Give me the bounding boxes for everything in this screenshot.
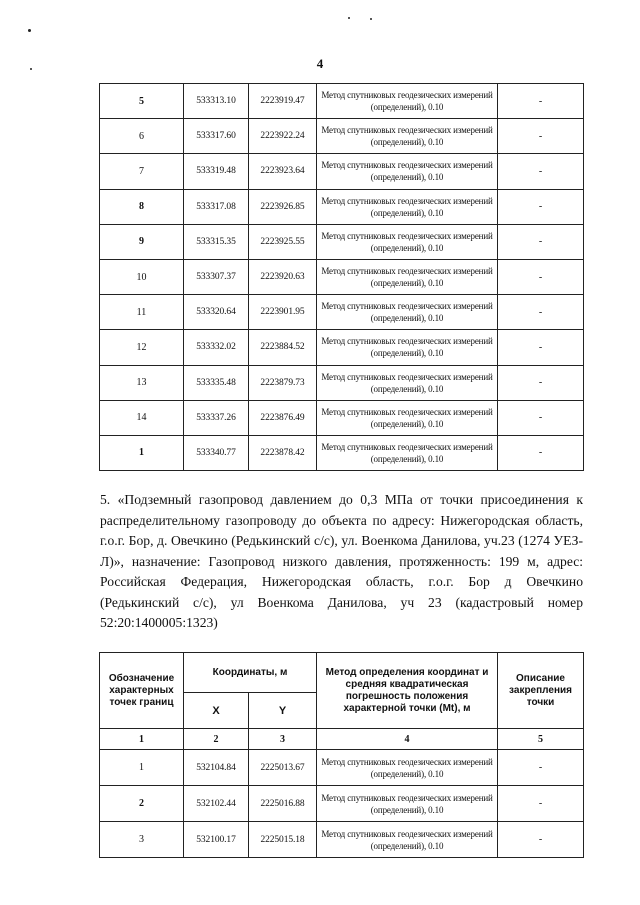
header-points: Обозначение характерных точек границ [100, 653, 184, 729]
x-cell: 533317.08 [184, 189, 249, 224]
y-cell: 2223878.42 [249, 435, 317, 470]
method-cell: Метод спутниковых геодезических измерений (определений), 0.10 [317, 330, 498, 365]
x-cell: 532104.84 [184, 750, 249, 786]
scan-speck [370, 18, 372, 20]
point-cell: 9 [100, 224, 184, 259]
point-cell: 5 [100, 84, 184, 119]
header-x: X [184, 693, 249, 729]
description-cell: - [498, 400, 584, 435]
scan-speck [348, 17, 350, 19]
description-cell: - [498, 119, 584, 154]
table-row [100, 786, 584, 822]
point-cell: 3 [100, 822, 184, 858]
description-cell: - [498, 822, 584, 858]
method-cell: Метод спутниковых геодезических измерений (определений), 0.10 [317, 400, 498, 435]
y-cell: 2223925.55 [249, 224, 317, 259]
x-cell: 533337.26 [184, 400, 249, 435]
table-row [100, 822, 584, 858]
method-cell: Метод спутниковых геодезических измерений (определений), 0.10 [317, 259, 498, 294]
y-cell: 2225015.18 [249, 822, 317, 858]
description-cell: - [498, 330, 584, 365]
y-cell: 2223926.85 [249, 189, 317, 224]
point-cell: 1 [100, 750, 184, 786]
table-row [100, 259, 584, 294]
point-cell: 13 [100, 365, 184, 400]
x-cell: 533335.48 [184, 365, 249, 400]
table-row [100, 330, 584, 365]
point-cell: 12 [100, 330, 184, 365]
point-cell: 7 [100, 154, 184, 189]
point-cell: 6 [100, 119, 184, 154]
description-cell: - [498, 84, 584, 119]
y-cell: 2223923.64 [249, 154, 317, 189]
method-cell: Метод спутниковых геодезических измерений (определений), 0.10 [317, 224, 498, 259]
method-cell: Метод спутниковых геодезических измерений (определений), 0.10 [317, 119, 498, 154]
point-cell: 10 [100, 259, 184, 294]
x-cell: 533313.10 [184, 84, 249, 119]
description-cell: - [498, 750, 584, 786]
coordinates-table-2 [99, 652, 584, 858]
description-cell: - [498, 786, 584, 822]
y-cell: 2223879.73 [249, 365, 317, 400]
y-cell: 2223901.95 [249, 295, 317, 330]
table-row [100, 154, 584, 189]
header-method: Метод определения координат и средняя квадратическая погрешность положения характерной точки (Mt), м [317, 653, 498, 729]
header-coordinates: Координаты, м [184, 653, 317, 693]
y-cell: 2225016.88 [249, 786, 317, 822]
description-cell: - [498, 154, 584, 189]
table-row [100, 365, 584, 400]
x-cell: 533315.35 [184, 224, 249, 259]
method-cell: Метод спутниковых геодезических измерений (определений), 0.10 [317, 295, 498, 330]
column-index: 5 [498, 729, 584, 750]
header-y: Y [249, 693, 317, 729]
y-cell: 2223919.47 [249, 84, 317, 119]
y-cell: 2223876.49 [249, 400, 317, 435]
y-cell: 2223884.52 [249, 330, 317, 365]
x-cell: 533307.37 [184, 259, 249, 294]
scan-speck [28, 29, 31, 32]
point-cell: 1 [100, 435, 184, 470]
description-cell: - [498, 189, 584, 224]
table-row [100, 84, 584, 119]
method-cell: Метод спутниковых геодезических измерений (определений), 0.10 [317, 154, 498, 189]
point-cell: 2 [100, 786, 184, 822]
table-row [100, 119, 584, 154]
method-cell: Метод спутниковых геодезических измерений (определений), 0.10 [317, 189, 498, 224]
point-cell: 14 [100, 400, 184, 435]
x-cell: 533332.02 [184, 330, 249, 365]
description-cell: - [498, 259, 584, 294]
description-cell: - [498, 435, 584, 470]
method-cell: Метод спутниковых геодезических измерений (определений), 0.10 [317, 786, 498, 822]
table-row [100, 400, 584, 435]
column-index: 3 [249, 729, 317, 750]
table-row [100, 750, 584, 786]
y-cell: 2225013.67 [249, 750, 317, 786]
x-cell: 533317.60 [184, 119, 249, 154]
description-cell: - [498, 365, 584, 400]
table-row [100, 189, 584, 224]
column-index-row [100, 729, 584, 750]
table-row [100, 295, 584, 330]
table-row [100, 435, 584, 470]
description-cell: - [498, 295, 584, 330]
x-cell: 532100.17 [184, 822, 249, 858]
column-index: 1 [100, 729, 184, 750]
coordinates-table-1 [99, 83, 584, 471]
method-cell: Метод спутниковых геодезических измерений (определений), 0.10 [317, 365, 498, 400]
y-cell: 2223922.24 [249, 119, 317, 154]
x-cell: 533340.77 [184, 435, 249, 470]
page-number: 4 [316, 56, 324, 71]
method-cell: Метод спутниковых геодезических измерений (определений), 0.10 [317, 435, 498, 470]
header-description: Описание закрепления точки [498, 653, 584, 729]
header-row [100, 653, 584, 693]
column-index: 2 [184, 729, 249, 750]
method-cell: Метод спутниковых геодезических измерений (определений), 0.10 [317, 84, 498, 119]
point-cell: 8 [100, 189, 184, 224]
description-cell: - [498, 224, 584, 259]
x-cell: 532102.44 [184, 786, 249, 822]
x-cell: 533320.64 [184, 295, 249, 330]
point-cell: 11 [100, 295, 184, 330]
y-cell: 2223920.63 [249, 259, 317, 294]
column-index: 4 [317, 729, 498, 750]
x-cell: 533319.48 [184, 154, 249, 189]
method-cell: Метод спутниковых геодезических измерений (определений), 0.10 [317, 822, 498, 858]
object-description-paragraph: 5. «Подземный газопровод давлением до 0,3 МПа от точки присоединения к распределительному газопроводу до объекта по адресу: Нижегородская область, г.о.г. Бор, д. Овечкино (Редькинский с/с), ул. Военкома Данилова, уч.23 (1274 УЕЗ-Л)», назначение: Газопровод низкого давления, протяженность: 199 м, адрес: Российская Федерация, Нижегородская область, г.о.г. Бор д Овечкино (Редькинский с/с), ул Военкома Данилова, уч 23 (кадастровый номер 52:20:1400005:1323) [100, 492, 583, 630]
method-cell: Метод спутниковых геодезических измерений (определений), 0.10 [317, 750, 498, 786]
table-row [100, 224, 584, 259]
